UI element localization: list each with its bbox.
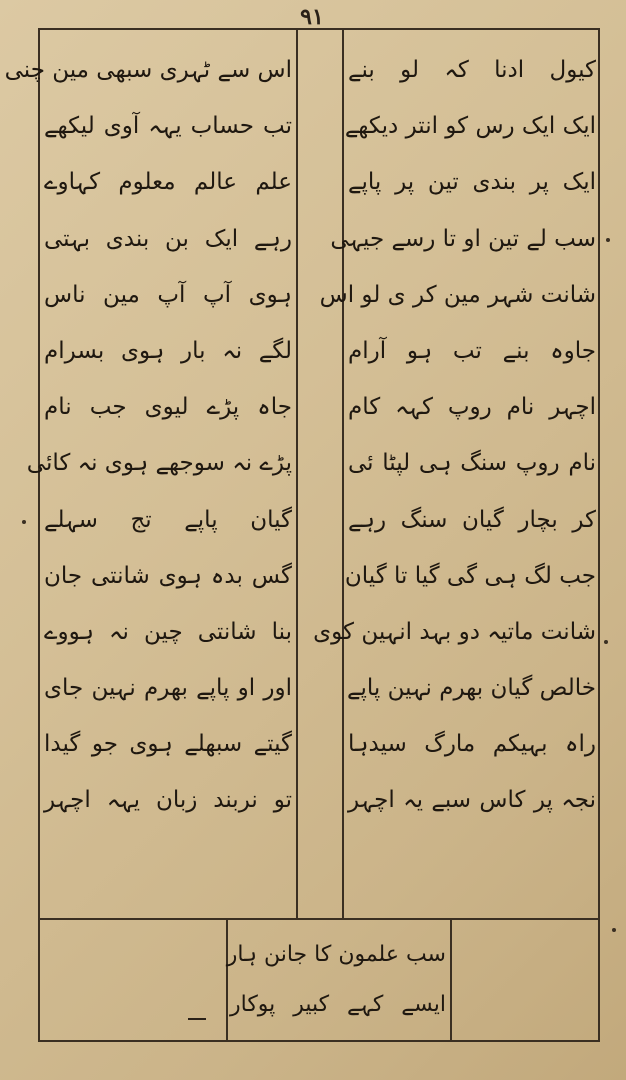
right-column xyxy=(313,42,596,829)
verse-line: خالص گیان بھرم نہین پاپے xyxy=(347,675,596,702)
verse-line: علم عالم معلوم کہاوے xyxy=(44,169,292,196)
verse-line: جب لگ ہی گی گیا تا گیان xyxy=(344,562,596,589)
couplet-line: ایسے کہے کبیر پوکار xyxy=(230,992,446,1017)
verse-line: ایک پر بندی تین پر پاپے xyxy=(348,169,596,196)
ink-speck xyxy=(606,238,610,242)
verse-line: اچہر نام روپ کہہ کام xyxy=(348,394,596,421)
verse-line: ایک ایک رس کو انتر دیکھے xyxy=(344,113,596,140)
verse-line: گیان پاپے تج سہلے xyxy=(44,506,292,533)
ink-speck xyxy=(22,520,26,524)
verse-line: پڑے نہ سوجھے ہوی نہ کائی xyxy=(26,450,292,477)
verse-line: کیول ادنا کہ لو بنے xyxy=(348,57,596,83)
ink-speck xyxy=(604,640,608,644)
couplet-box-right-edge xyxy=(450,920,452,1040)
bottom-rule xyxy=(40,918,598,920)
verse-line: کر بچار گیان سنگ رہے xyxy=(348,506,596,533)
verse-line: جاہ پڑے لیوی جب نام xyxy=(44,394,292,421)
verse-line: گس بدہ ہوی شانتی جان xyxy=(44,562,292,589)
ink-speck xyxy=(612,928,616,932)
column-divider-right xyxy=(342,30,344,918)
verse-line: بنا شانتی چین نہ ہووے xyxy=(44,618,292,645)
verse-line: شانت شہر مین کر ی لو اس xyxy=(319,281,596,308)
verse-line: نجہ پر کاس سبے یہ اچہر xyxy=(348,787,596,814)
verse-line: ہوی آپ آپ مین ناس xyxy=(44,281,292,308)
verse-line: رہے ایک بن بندی بہتی xyxy=(44,225,292,252)
verse-line: تب حساب یہہ آوی لیکھے xyxy=(44,113,292,140)
verse-line: جاوہ بنے تب ہو آرام xyxy=(348,337,596,364)
verse-line: شانت ماتیہ دو بہد انہین کوی xyxy=(313,618,596,645)
verse-line: نام روپ سنگ ہی لپٹا ئی xyxy=(348,450,596,477)
column-divider-left xyxy=(296,30,298,918)
ink-dash xyxy=(188,1018,206,1020)
verse-line: اس سے ٹہری سبھی مین چنی xyxy=(4,57,292,83)
verse-line: اور او پاپے بھرم نہین جای xyxy=(44,675,292,702)
verse-line: راہ بہیکم مارگ سیدہا xyxy=(348,731,596,758)
left-column xyxy=(4,42,292,829)
footer-couplet xyxy=(226,930,446,1030)
text-frame xyxy=(4,28,600,1042)
page-number: ۹۱ xyxy=(300,4,324,30)
couplet-line: سب علمون کا جانن ہار xyxy=(226,942,446,967)
verse-line: لگے نہ بار ہوی بسرام xyxy=(44,337,292,364)
verse-line: تو نربند زبان یہہ اچہر xyxy=(44,787,292,814)
verse-line: سب لے تین او تا رسے جیہی xyxy=(330,225,596,252)
verse-line: گیتے سبھلے ہوی جو گیدا xyxy=(44,731,292,758)
